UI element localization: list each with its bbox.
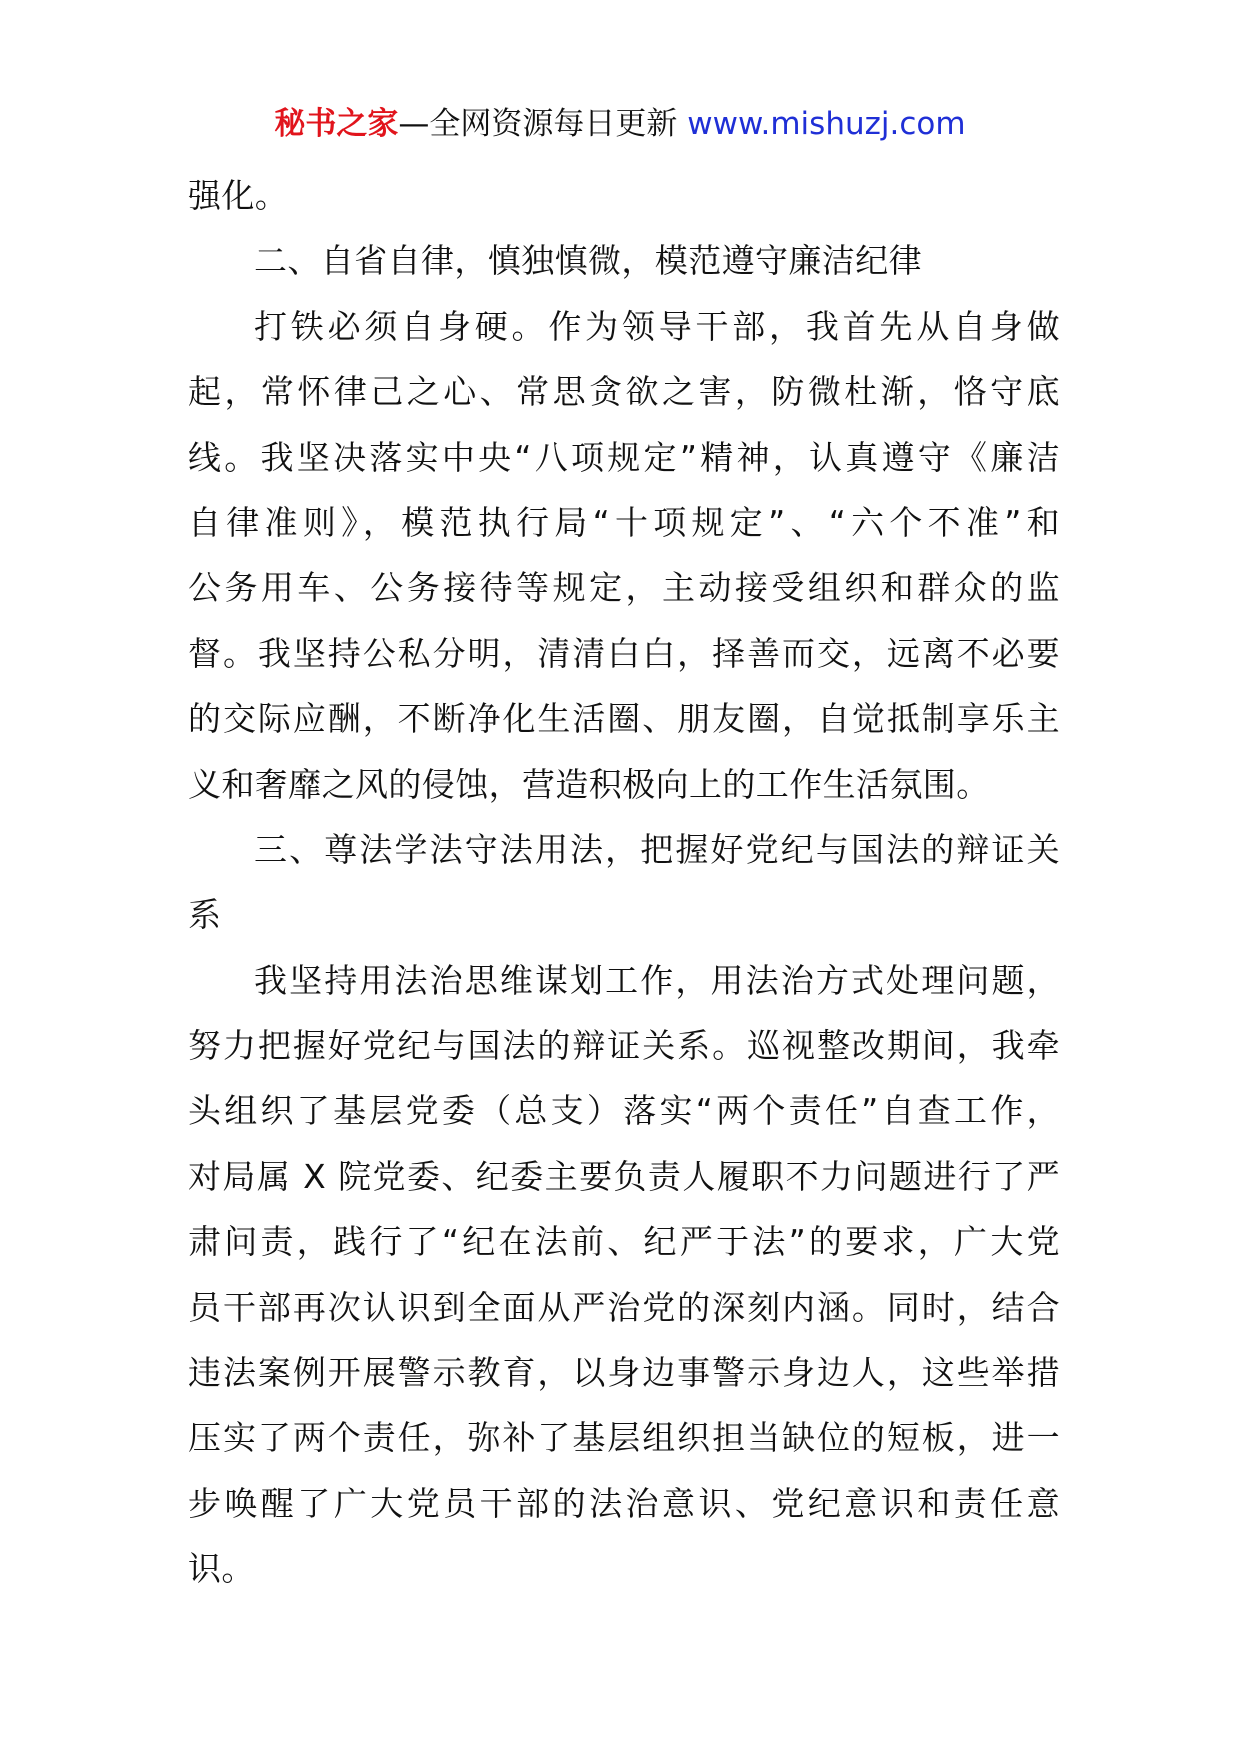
text-line: 强化。 — [188, 176, 289, 215]
text-line: 肃问责，践行了“纪在法前、纪严于法”的要求，广大党 — [188, 1222, 1060, 1262]
section-heading-3: 三、尊法学法守法用法，把握好党纪与国法的辩证关 — [254, 829, 1060, 869]
header-slogan: —全网资源每日更新 — [398, 106, 678, 142]
section-heading-3-cont: 系 — [188, 895, 222, 935]
document-body — [188, 163, 1060, 1602]
text-line: 头组织了基层党委（总支）落实“两个责任”自查工作， — [188, 1091, 1060, 1131]
text-line: 公务用车、公务接待等规定，主动接受组织和群众的监 — [188, 568, 1060, 608]
text-line: 员干部再次认识到全面从严治党的深刻内涵。同时，结合 — [188, 1287, 1060, 1327]
section-heading-2: 二、自省自律，慎独慎微，模范遵守廉洁纪律 — [254, 241, 922, 281]
text-line: 的交际应酬，不断净化生活圈、朋友圈，自觉抵制享乐主 — [188, 699, 1060, 739]
text-line: 起，常怀律己之心、常思贪欲之害，防微杜渐，恪守底 — [188, 372, 1060, 412]
brand-name: 秘书之家 — [274, 106, 399, 142]
text-line: 违法案例开展警示教育，以身边事警示身边人，这些举措 — [188, 1353, 1060, 1393]
text-line: 努力把握好党纪与国法的辩证关系。巡视整改期间，我牵 — [188, 1026, 1060, 1066]
text-line: 义和奢靡之风的侵蚀，营造积极向上的工作生活氛围。 — [188, 764, 990, 804]
text-line: 压实了两个责任，弥补了基层组织担当缺位的短板，进一 — [188, 1418, 1060, 1458]
text-line: 督。我坚持公私分明，清清白白，择善而交，远离不必要 — [188, 633, 1060, 673]
site-url-link[interactable]: www.mishuzj.com — [687, 106, 966, 142]
text-line: 识。 — [188, 1549, 255, 1589]
text-line: 打铁必须自身硬。作为领导干部，我首先从自身做 — [254, 306, 1060, 346]
text-line: 自律准则》，模范执行局“十项规定”、“六个不准”和 — [188, 502, 1060, 542]
text-line: 线。我坚决落实中央“八项规定”精神，认真遵守《廉洁 — [188, 437, 1060, 477]
text-line: 步唤醒了广大党员干部的法治意识、党纪意识和责任意 — [188, 1483, 1060, 1523]
text-line: 对局属 X 院党委、纪委主要负责人履职不力问题进行了严 — [188, 1156, 1060, 1196]
page-header — [0, 100, 1240, 148]
text-line: 我坚持用法治思维谋划工作，用法治方式处理问题， — [254, 960, 1060, 1000]
